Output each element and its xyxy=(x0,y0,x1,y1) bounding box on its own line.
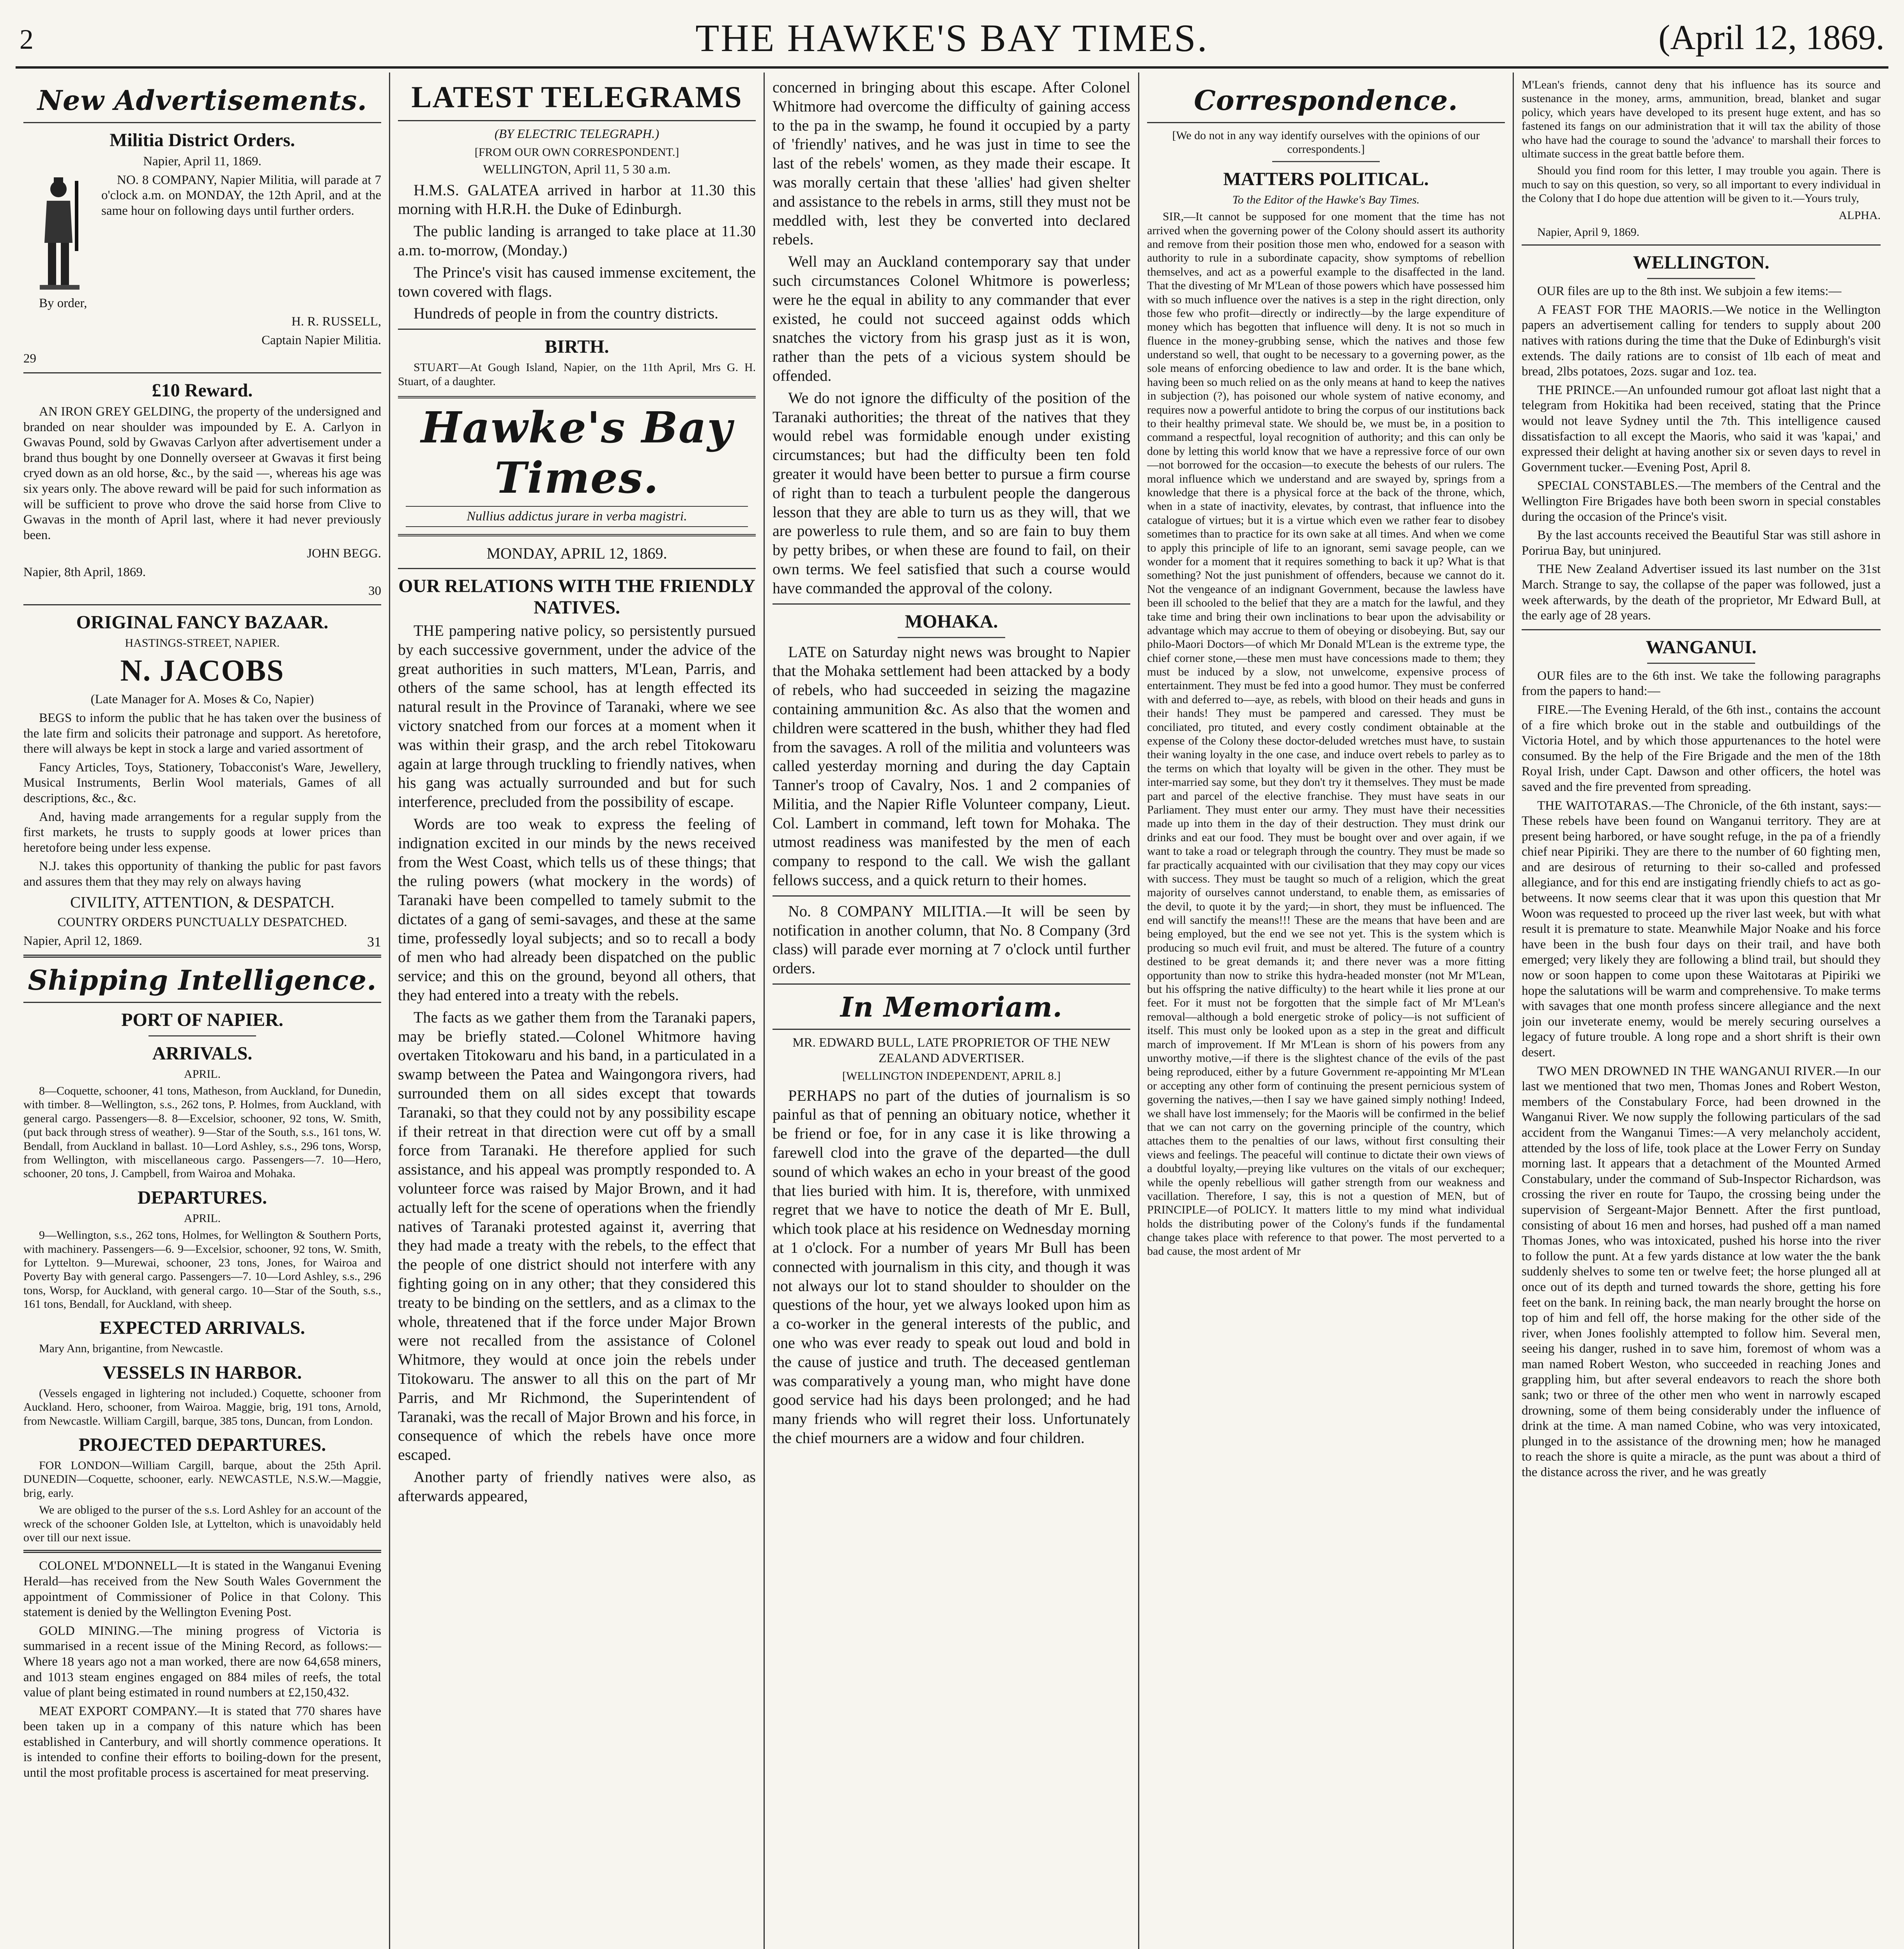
bazaar-date: Napier, April 12, 1869. 31 xyxy=(23,934,381,949)
bazaar-heading: ORIGINAL FANCY BAZAAR. xyxy=(76,612,329,633)
mohaka-paragraph: LATE on Saturday night news was brought to Napier that the Mohaka settlement had been attacked by a body of rebels, who had succeeded in seizing the magazine containing ammunition &c. As also that the women and children were scattered in the bush, whither they had fled from the savages. A roll of the militia and volunteers was called yesterday morning and during the day Captain Tanner's troop of Cavalry, Nos. 1 and 2 companies of Militia, and the Napier Rifle Volunteer company, Lieut. Col. Lambert in command, left town for Mohaka. The utmost readiness was manifested by the men of each company to respond to the call. We wish the gallant fellows success, and a quick return to their homes. xyxy=(773,643,1130,889)
bazaar-body-2: Fancy Articles, Toys, Stationery, Tobacconist's Ware, Jewellery, Musical Instruments, Berlin Wool materials, Games of all descriptions, &c., &c. xyxy=(23,760,381,806)
shipping-heading: Shipping Intelligence. xyxy=(28,964,377,996)
correspondence-heading: Correspondence. xyxy=(1194,84,1458,117)
wanganui-intro: OUR files are to the 6th inst. We take the following paragraphs from the papers to hand:— xyxy=(1522,669,1881,699)
meat-export-paragraph: MEAT EXPORT COMPANY.—It is stated that 770 shares have been taken up in a company of this nature which has been established in Canterbury, and will shortly commence operations. It is intended to confine their efforts to boiling-down for the present, until the most profitable process is ascertained for meat preserving. xyxy=(23,1704,381,1780)
adverts-heading: New Advertisements. xyxy=(37,84,367,117)
port-heading: PORT OF NAPIER. xyxy=(121,1009,283,1030)
wellington-advertiser: THE New Zealand Advertiser issued its last number on the 31st March. Strange to say, the collapse of the paper was followed, just a week afterwards, by the death of the proprietor, Mr Edward Bull, at the early age of 28 years. xyxy=(1522,562,1881,623)
telegram-body-4: Hundreds of people in from the country districts. xyxy=(414,304,719,322)
memoriam-subtitle: MR. EDWARD BULL, LATE PROPRIETOR OF THE NEW ZEALAND ADVERTISER. xyxy=(792,1036,1110,1065)
memoriam-heading: In Memoriam. xyxy=(840,991,1063,1024)
reward-ad-number: 30 xyxy=(368,584,381,598)
birth-notice: STUART—At Gough Island, Napier, on the 11th April, Mrs G. H. Stuart, of a daughter. xyxy=(398,361,756,388)
column-5 xyxy=(1514,73,1888,1949)
wanganui-drowned-body: —In our last we mentioned that two men, Thomas Jones and Robert Weston, members of the Constabulary Force, had been drowned in the Wanganui River. We now supply the following particulars of the sad accident from the Wanganui Times:—A very melancholy accident, attended by the loss of life, took place at the Lower Ferry on Sunday morning last. It appears that a detachment of the Mounted Armed Constabulary, under the command of Sub-Inspector Richardson, was crossing the river en route for Taupo, the crossing being under the supervision of Sergeant-Major Bennett. After the first puntload, consisting of about 16 men and horses, had pushed off a man named Thomas Jones, who was intoxicated, pushed his horse into the river to follow the punt. At a few yards distance at low water the the bank suddenly shelves to some ten or twelve feet; the horse plunged all at once out of its depth and turned towards the shore, getting his fore feet on the bank. In reining back, the man nearly brought the horse on top of him and fell off, the horse making for the other side of the river, when Jones foolishly attempted to follow him. Several men, seeing his danger, rushed in to save him, foremost of whom was a man named Robert Weston, who succeeded in reaching Jones and grappling him, but after several endeavors to reach the shore both sank; two or three of the other men who went in narrowly escaped drowning, some of them being considerably under the influence of drink at the time. A man named Cobine, who was very intoxicated, plunged in to the assistance of the drowning men; how he managed to reach the shore is quite a miracle, as the punt was about a third of the distance across the river, and he was greatly xyxy=(1522,1064,1881,1480)
column-4 xyxy=(1139,73,1514,1949)
letter-closing: Should you find room for this letter, I may trouble you again. There is much to say on this question, so very, so all important to every individual in the Colony that I do hope due attention will be given to it.—Yours truly, xyxy=(1522,164,1881,205)
paper-title: THE HAWKE'S BAY TIMES. xyxy=(695,16,1209,60)
harbor-list: (Vessels engaged in lightering not included.) Coquette, schooner from Auckland. Hero, schooner, from Wairoa. Maggie, brig, 191 tons, Arnold, from Newcastle. William Cargill, barque, 385 tons, Duncan, from London. xyxy=(23,1387,381,1427)
reward-heading: £10 Reward. xyxy=(152,380,253,401)
correspondence-disclaimer: [We do not in any way identify ourselves with the opinions of our correspondents.] xyxy=(1172,129,1480,156)
telegrams-heading: LATEST TELEGRAMS xyxy=(411,80,743,114)
militia-signer-title: Captain Napier Militia. xyxy=(261,333,381,347)
militia-by-order: By order, xyxy=(39,296,87,310)
militia-note: No. 8 COMPANY MILITIA.—It will be seen by notification in another column, that No. 8 Company (3rd class) will parade ever morning at 7 o'clock until further orders. xyxy=(773,902,1130,977)
wellington-beautiful-star: By the last accounts received the Beautiful Star was still ashore in Porirua Bay, but uninjured. xyxy=(1522,528,1881,558)
reward-date: Napier, 8th April, 1869. xyxy=(23,565,146,579)
column-1 xyxy=(16,73,390,1949)
bazaar-ad-number: 31 xyxy=(367,934,381,950)
bazaar-slogan: CIVILITY, ATTENTION, & DESPATCH. xyxy=(70,893,334,911)
issue-date: MONDAY, APRIL 12, 1869. xyxy=(486,544,667,562)
militia-ad-number: 29 xyxy=(23,352,36,366)
page-number: 2 xyxy=(19,24,34,55)
wellington-prince: THE PRINCE.—An unfounded rumour got afloat last night that a telegram from Hokitika had been received, stating that the Prince would not leave Sydney until the 7th. This intelligence caused dissatisfaction to all except the Maoris, who said it was 'kapai,' and expressed their delight at having another six or seven days to revel in Government tucker.—Evening Post, April 8. xyxy=(1522,383,1881,474)
letter-date: Napier, April 9, 1869. xyxy=(1537,225,1640,239)
projected-heading: PROJECTED DEPARTURES. xyxy=(78,1434,326,1456)
paper-masthead xyxy=(398,396,756,536)
letter-body: SIR,—It cannot be supposed for one moment that the time has not arrived when the governing power of the Colony should assert its authority and remove from their position those men who, endowed for a season with authority to rule in a subordinate capacity, show symptoms of rebellion themselves, and act as a powerful example to the disaffected in the land. That the divesting of Mr M'Lean of those powers which have possessed him with so much influence over the natives is a step in the right direction, only those few who profit—directly or indirectly—by the large expenditure of money which has begotten that influence will deny. It is not so much in fluence in the money-grubbing sense, which the natives and those few understand so well, that ought to be necessary to a governing power, as the sole means of enforcing obedience to law and order. It is the bane which, having been so much relied on as the only means at hand to keep the natives in subjection (?), has poisoned our whole system of native economy, and requires now a powerful antidote to bring the corpus of our institutions back to their healthy primeval state. We should be, we must be, in a position to command a respectful, loyal recognition of authority; and this can only be done by letting this world know that we have a repressive force of our own—not borrowed for the occasion—to execute the behests of our rulers. The moral influence which we understand and are swayed by, springs from a knowledge that there is a physical force at the back of the throne, which, when in a state of inactivity, elevates, by contrast, that influence into the catalogue of virtues; but it is a virtue which even we rather fear to disobey sometimes than to practice for its own sake at all times. And when we come to apply this principle of life to an ignorant, semi savage people, can we wonder for a moment that it requires something to back it up? What is that something? Not the just punishment of offenders, because we cannot do it. Not the vengeance of an indignant Government, because the lawless have been ill schooled to the belief that they are a match for the lawful, and they take time and bring their own inclinations to bear upon the advisability or advantage which may accrue to them of obeying or disobeying. But, say our philo-Maori Doctors—of which Mr Donald M'Lean is the extreme type, the chief corner stone,—these men must have concessions made to them; they must be induced by a slow, not unwelcome, expensive process of entertainment. They must be fed into a good humor. They must be conferred with and deferred to—aye, as rebels, with blood on their heads and guns in their hands! They must be pampered and caressed. They must be conciliated, pro tituted, and every costly condiment obtainable at the expense of the Colony these doctor-deluded wretches must have, to sustain their waning loyalty in the one case, and induce overt rebels to parley as to the terms on which that loyalty will be given in the other. They must be inter-married say some, but they don't try it themselves. They must be made part and parcel of the elective franchise. They must have seats in our Parliament. They must enter our army. They must have their necessities made up into them in the day of their destruction. They must drink our drinks and eat our food. They must be bought over and over again, if we want to take a road or telegraph through the country. They must be made so far practically acquainted with our civilisation that they may copy our vices with success. They must be taught so much of a religion, which the great majority of ourselves cannot understand, to enable them, as emissaries of the devil, to quote it by the yard;—in short, they must be influenced. The end will sanctify the means!!! These are the means that have been and are being employed, but the end we see not yet. This is the system which is producing so much evil fruit, and must be altered. The future of a country destined to be great demands it; and there never was a more fitting opportunity than now to strike this hydra-headed monster (not Mr M'Lean, but his offspring the native difficulty) to the heart while it lies prone at our feet. For it must not be forgotten that the simple fact of Mr M'Lean's removal—although a bold energetic stroke of policy—is not sufficient of itself. This must only be looked upon as a step in the great and difficult march of improvement. If Mr M'Lean is shorn of his powers from any unworthy motive,—if there is the slightest chance of the evils of the past being reproduced, either by a future Government re-appointing Mr M'Lean or accepting any other form of continuing the present pernicious system of governing the natives,—then I say we have gained simply nothing! Indeed, we shall have lost immensely; for the Maoris will be confirmed in the belief that we can not carry on the governing principle of the country, which attaches them to the penalties of our laws, without first consulting their views and feelings. The peaceful will continue to dictate their own views of a doubtful loyalty,—preying like vultures on the vitals of our exchequer; while the openly rebellious will gather strength from our weakness and vacillation. Therefore, I say, this is not a question of MEN, but of PRINCIPLE—of POLICY. It matters little to my mind what individual holds the distributing power of the Colony's funds if the fundamental change takes place with reference to that power. The most perverted to a bad cause, the most ardent of Mr xyxy=(1147,210,1505,1258)
letter-signature: ALPHA. xyxy=(1839,209,1881,222)
arrivals-month: APRIL. xyxy=(184,1067,221,1081)
wanganui-drowned xyxy=(1522,1064,1881,1480)
wellington-intro: OUR files are up to the 8th inst. We subjoin a few items:— xyxy=(1537,284,1842,299)
arrivals-heading: ARRIVALS. xyxy=(152,1043,253,1064)
departures-month: APRIL. xyxy=(184,1211,221,1225)
column-3 xyxy=(765,73,1139,1949)
bazaar-body-4: N.J. takes this opportunity of thanking the public for past favors and assures them that they may rely on always having xyxy=(23,859,381,889)
wanganui-waitotaras: THE WAITOTARAS.—The Chronicle, of the 6th instant, says:—These rebels have been found on Wanganui territory. They are at present being harbored, or have sought refuge, in the pa of a friendly chief near Pipiriki. They are there to the number of 60 fighting men, and are desirous of returning to their so-called and professed allegiance, and for this end are instigating friendly chiefs to act as go-betweens. It now seems clear that it was upon this question that Mr Woon was requested to proceed up the river last week, but with what result it is premature to state. Meanwhile Major Noake and his force have been in the bush four days on their trail, and have both emerged; very likely they are following a blind trail, but should they now or soon happen to come upon these Waitotaras at Pipiriki we hope the salutations will be warm and comprehensive. To make terms with savages that one month profess sincere allegiance and the next join our inveterate enemy, would be merely securing ourselves a legacy of future trouble. A long rope and a short shrift is their own desert. xyxy=(1522,798,1881,1060)
telegram-body-1: H.M.S. GALATEA arrived in harbor at 11.30 this morning with H.R.H. the Duke of Edinburgh. xyxy=(398,181,756,218)
militia-dateline: Napier, April 11, 1869. xyxy=(143,154,262,168)
telegram-body-2: The public landing is arranged to take place at 11.30 a.m. to-morrow, (Monday.) xyxy=(398,222,756,259)
editorial-paragraph-3: The facts as we gather them from the Taranaki papers, may be briefly stated.—Colonel Whitmore having overtaken Titokowaru and his band, in a particulated in a swamp between the Patea and Waingongora rivers, had surrounded them on all sides except that towards Taranaki, so that they could not by any possibility escape if their retreat in that direction were cut off by a small force from Taranaki. He therefore applied for such assistance, and his appeal was promptly responded to. A volunteer force was raised by Major Brown, and it had actually left for the scene of operations when the friendly natives of Taranaki protested against it, averring that they had made a treaty with the rebels, to the effect that the people of one district should not interfere with any fighting going on in any other; that they considered this treaty to be binding on the settlers, and as a climax to the whole, threatened that if the force under Major Brown were not recalled from the assistance of Colonel Whitmore, they would at once join the rebels under Titokowaru. The answer to all this on the part of Mr Parris, and Mr Richmond, the Superintendent of Taranaki, was the recall of Major Brown and his force, in consequence of which the rebels have once more escaped. xyxy=(398,1008,756,1464)
masthead-name: Hawke's Bay Times. xyxy=(421,402,733,503)
gold-mining-paragraph: GOLD MINING.—The mining progress of Victoria is summarised in a recent issue of the Mining Record, as follows:—Where 18 years ago not a man worked, there are now 64,658 miners, and 1013 steam engines engaged on 884 miles of reefs, the total value of plant being estimated in round numbers at £2,150,432. xyxy=(23,1624,381,1700)
memoriam-body: PERHAPS no part of the duties of journalism is so painful as that of penning an obituary notice, whether it be friend or foe, for in any case it is like throwing a farewell clod into the grave of the departed—the dull sound of which wakes an echo in your breast of the good that lies buried with him. It is, therefore, with unmixed regret that we have to notice the death of Mr E. Bull, which took place at his residence on Wednesday morning at 1 o'clock. For a number of years Mr Bull has been connected with journalism in this city, and though it was not always our lot to stand shoulder to shoulder on the questions of the hour, yet we always looked upon him as a co-worker in the general interests of the public, and one who was ever ready to speak out loud and bold in the cause of justice and truth. The deceased gentleman was comparatively a young man, who might have done good service had his days been prolonged; and he had many friends who will regret their loss. Unfortunately the chief mourners are a widow and four children. xyxy=(773,1086,1131,1447)
arrivals-list: 8—Coquette, schooner, 41 tons, Matheson, from Auckland, for Dunedin, with timber. 8—Wellington, s.s., 262 tons, P. Holmes, from Auckland, with general cargo. Passengers—8. 8—Excelsior, schooner, 92 tons, W. Smith, (put back through stress of weather). 9—Star of the South, s.s., 161 tons, W. Bendall, from Auckland in ballast. 10—Lord Ashley, s.s., 296 tons, Worsp, from Wellington, with miscellaneous cargo. Passengers—7. 10—Hero, schooner, 20 tons, J. Campbell, from Wairoa and Mohaka. xyxy=(23,1084,381,1180)
expected-list: Mary Ann, brigantine, from Newcastle. xyxy=(39,1342,223,1355)
editorial-paragraph-1: THE pampering native policy, so persistently pursued by each successive government, under the advice of the great authorities in such matters, M'Lean, Parris, and others of the same school, has at length effected its natural result in the Province of Taranaki, where we see victory snatched from our forces at a moment when it was within their grasp, and the arch rebel Titokowaru again at large through truckling to friendly natives, when his gang was actually surrounded and but for such interference, precluded from the possibility of escape. xyxy=(398,621,756,811)
bazaar-subtitle: (Late Manager for A. Moses & Co, Napier) xyxy=(90,692,314,707)
editorial-paragraph-4: Another party of friendly natives were also, as afterwards appeared, xyxy=(398,1468,756,1505)
telegram-body-3: The Prince's visit has caused immense excitement, the town covered with flags. xyxy=(398,263,756,300)
projected-list: FOR LONDON—William Cargill, barque, about the 25th April. DUNEDIN—Coquette, schooner, early. NEWCASTLE, N.S.W.—Maggie, brig, early. xyxy=(23,1459,381,1500)
bazaar-proprietor: N. JACOBS xyxy=(120,653,285,688)
wanganui-drowned-heading: TWO MEN DROWNED IN THE WANGANUI RIVER. xyxy=(1537,1064,1836,1078)
bazaar-address: HASTINGS-STREET, NAPIER. xyxy=(125,637,280,650)
letter-addressee: To the Editor of the Hawke's Bay Times. xyxy=(1232,193,1420,206)
column-2 xyxy=(390,73,765,1949)
birth-heading: BIRTH. xyxy=(545,336,609,357)
editorial-paragraph-2: Words are too weak to express the feeling of indignation excited in our minds by the news received from the West Coast, which tells us of these things; that the ruling powers (what mockery in the words) of Taranaki have been compelled to tamely submit to the dictates of a gang of semi-savages, and these at the same time, professedly loyal subjects; and so to recall a body of men who had already been dispatched on the public service; and this on the ground, beyond all others, that they had entered into a treaty with the rebels. xyxy=(398,815,756,1004)
letter-heading: MATTERS POLITICAL. xyxy=(1223,168,1429,189)
reward-body: AN IRON GREY GELDING, the property of the undersigned and branded on near shoulder was impounded by E. A. Carlyon in Gwavas Pound, sold by Gwavas Carlyon after advertisement under a brand thus bought by one Donnelly overseer at Gwavas it first being cryed down as an old horse, &c., by the said —, whereas his age was six years only. The above reward will be paid for such information as will be sufficient to prove who drove the said horse from Clive to Gwavas in the month of April last, where it had never previously been. xyxy=(23,404,381,542)
wellington-constables: SPECIAL CONSTABLES.—The members of the Central and the Wellington Fire Brigades have both been sworn in special constables during the occasion of the Prince's visit. xyxy=(1522,479,1881,524)
purser-note: We are obliged to the purser of the s.s. Lord Ashley for an account of the wreck of the schooner Golden Isle, at Lyttelton, which is unavoidably held over till our next issue. xyxy=(23,1503,381,1544)
bazaar-country-orders: COUNTRY ORDERS PUNCTUALLY DESPATCHED. xyxy=(57,915,347,930)
soldier-icon xyxy=(23,175,94,292)
expected-heading: EXPECTED ARRIVALS. xyxy=(99,1318,305,1339)
telegram-dateline: WELLINGTON, April 11, 5 30 a.m. xyxy=(483,162,671,177)
wanganui-fire: FIRE.—The Evening Herald, of the 6th inst., contains the account of a fire which broke out in the stable and outbuildings of the Victoria Hotel, and by which those appurtenances to the hotel were consumed. By the help of the Fire Brigade and the men of the 18th Royal Irish, under Capt. Dawson and other officers, the hotel was saved and the fire prevented from spreading. xyxy=(1522,702,1881,794)
editorial-heading: OUR RELATIONS WITH THE FRIENDLY NATIVES. xyxy=(398,575,755,618)
telegraph-line: (BY ELECTRIC TELEGRAPH.) xyxy=(494,127,659,141)
editorial-paragraph-7: We do not ignore the difficulty of the position of the Taranaki authorities; the threat of the natives that they would rebel was formidable enough under existing circumstances; but had the difficulty been ten fold greater it would have been better to pursue a firm course of right than to teach a turbulent people the dangerous lesson that they are able to turn us as they will, that we are powerless to rule them, and so are fain to buy them by petty bribes, or when these are found to fail, on their own terms. We feel satisfied that such a course would have commanded the approval of the colony. xyxy=(773,389,1130,597)
header-date: (April 12, 1869. xyxy=(1658,18,1885,57)
departures-list: 9—Wellington, s.s., 262 tons, Holmes, for Wellington & Southern Ports, with machinery. Passengers—6. 9—Excelsior, schooner, 92 tons, W. Smith, for Lyttelton. 9—Murewai, schooner, 23 tons, Jones, for Wairoa and Poverty Bay with general cargo. Passengers—7. 10—Lord Ashley, s.s., 296 tons, Worsp, for Auckland, with general cargo. 10—Star of the South, s.s., 161 tons, Bendall, for Auckland, with sheep. xyxy=(23,1229,381,1311)
wanganui-heading: WANGANUI. xyxy=(1646,637,1757,658)
memoriam-source: [WELLINGTON INDEPENDENT, APRIL 8.] xyxy=(842,1070,1061,1083)
wellington-heading: WELLINGTON. xyxy=(1633,252,1770,273)
editorial-paragraph-6: Well may an Auckland contemporary say that under such circumstances Colonel Whitmore is powerless; were he the equal in ability to any commander that ever existed, he could not succeed against odds which snatches the victory from his grasp just as it is won, rather than the pets of a vicious system should be offended. xyxy=(773,253,1130,384)
page-header xyxy=(16,8,1888,69)
militia-body: NO. 8 COMPANY, Napier Militia, will parade at 7 o'clock a.m. on MONDAY, the 12th April, and at the same hour on following days until further orders. xyxy=(101,173,381,218)
letter-body-continued: M'Lean's friends, cannot deny that his influence has its source and sustenance in the money, arms, ammunition, bread, blanket and sugar policy, which years have developed to its present huge extent, and has so fastened its fangs on our administration that it will tax the ability of those who have had the courage to sound the 'advance' to marshall their forces to ultimate success in the great battle before them. xyxy=(1522,78,1881,160)
masthead-motto: Nullius addictus jurare in verba magistri. xyxy=(406,506,748,527)
odonnell-paragraph: COLONEL M'DONNELL—It is stated in the Wanganui Evening Herald—has received from the New South Wales Government the appointment of Commissioner of Police in that Colony. This statement is denied by the Wellington Evening Post. xyxy=(23,1559,381,1620)
militia-heading: Militia District Orders. xyxy=(110,130,295,150)
columns xyxy=(16,73,1888,1949)
editorial-paragraph-5: concerned in bringing about this escape. After Colonel Whitmore had overcome the difficulty of gaining access to the pa in the swamp, he found it occupied by a party of 'friendly' natives, and he was just in time to see the last of the rebels' women, as they made their escape. It was morally certain that these 'allies' had given shelter and assistance to the rebels in arms, still they must not be meddled with, lest they be converted into declared rebels. xyxy=(773,78,1130,248)
militia-signer: H. R. RUSSELL, xyxy=(291,315,381,329)
bazaar-body-1: BEGS to inform the public that he has taken over the business of the late firm and solicits their patronage and support. As heretofore, there will always be kept in stock a large and varied assortment of xyxy=(23,711,381,756)
harbor-heading: VESSELS IN HARBOR. xyxy=(103,1362,302,1383)
reward-signer: JOHN BEGG. xyxy=(307,546,381,561)
departures-heading: DEPARTURES. xyxy=(137,1187,267,1208)
wellington-feast: A FEAST FOR THE MAORIS.—We notice in the Wellington papers an advertisement calling for tenders to supply about 200 natives with rations during the time that the Duke of Edinburgh's visit extends. The daily rations are to consist of 1lb each of meat and bread, 2lbs potatoes, 2ozs. sugar and 1oz. tea. xyxy=(1522,302,1881,379)
bazaar-body-3: And, having made arrangements for a regular supply from the first markets, he trusts to supply goods at lower prices than heretofore being under less expense. xyxy=(23,810,381,855)
correspondent-line: [FROM OUR OWN CORRESPONDENT.] xyxy=(474,145,679,159)
mohaka-heading: MOHAKA. xyxy=(905,611,998,632)
